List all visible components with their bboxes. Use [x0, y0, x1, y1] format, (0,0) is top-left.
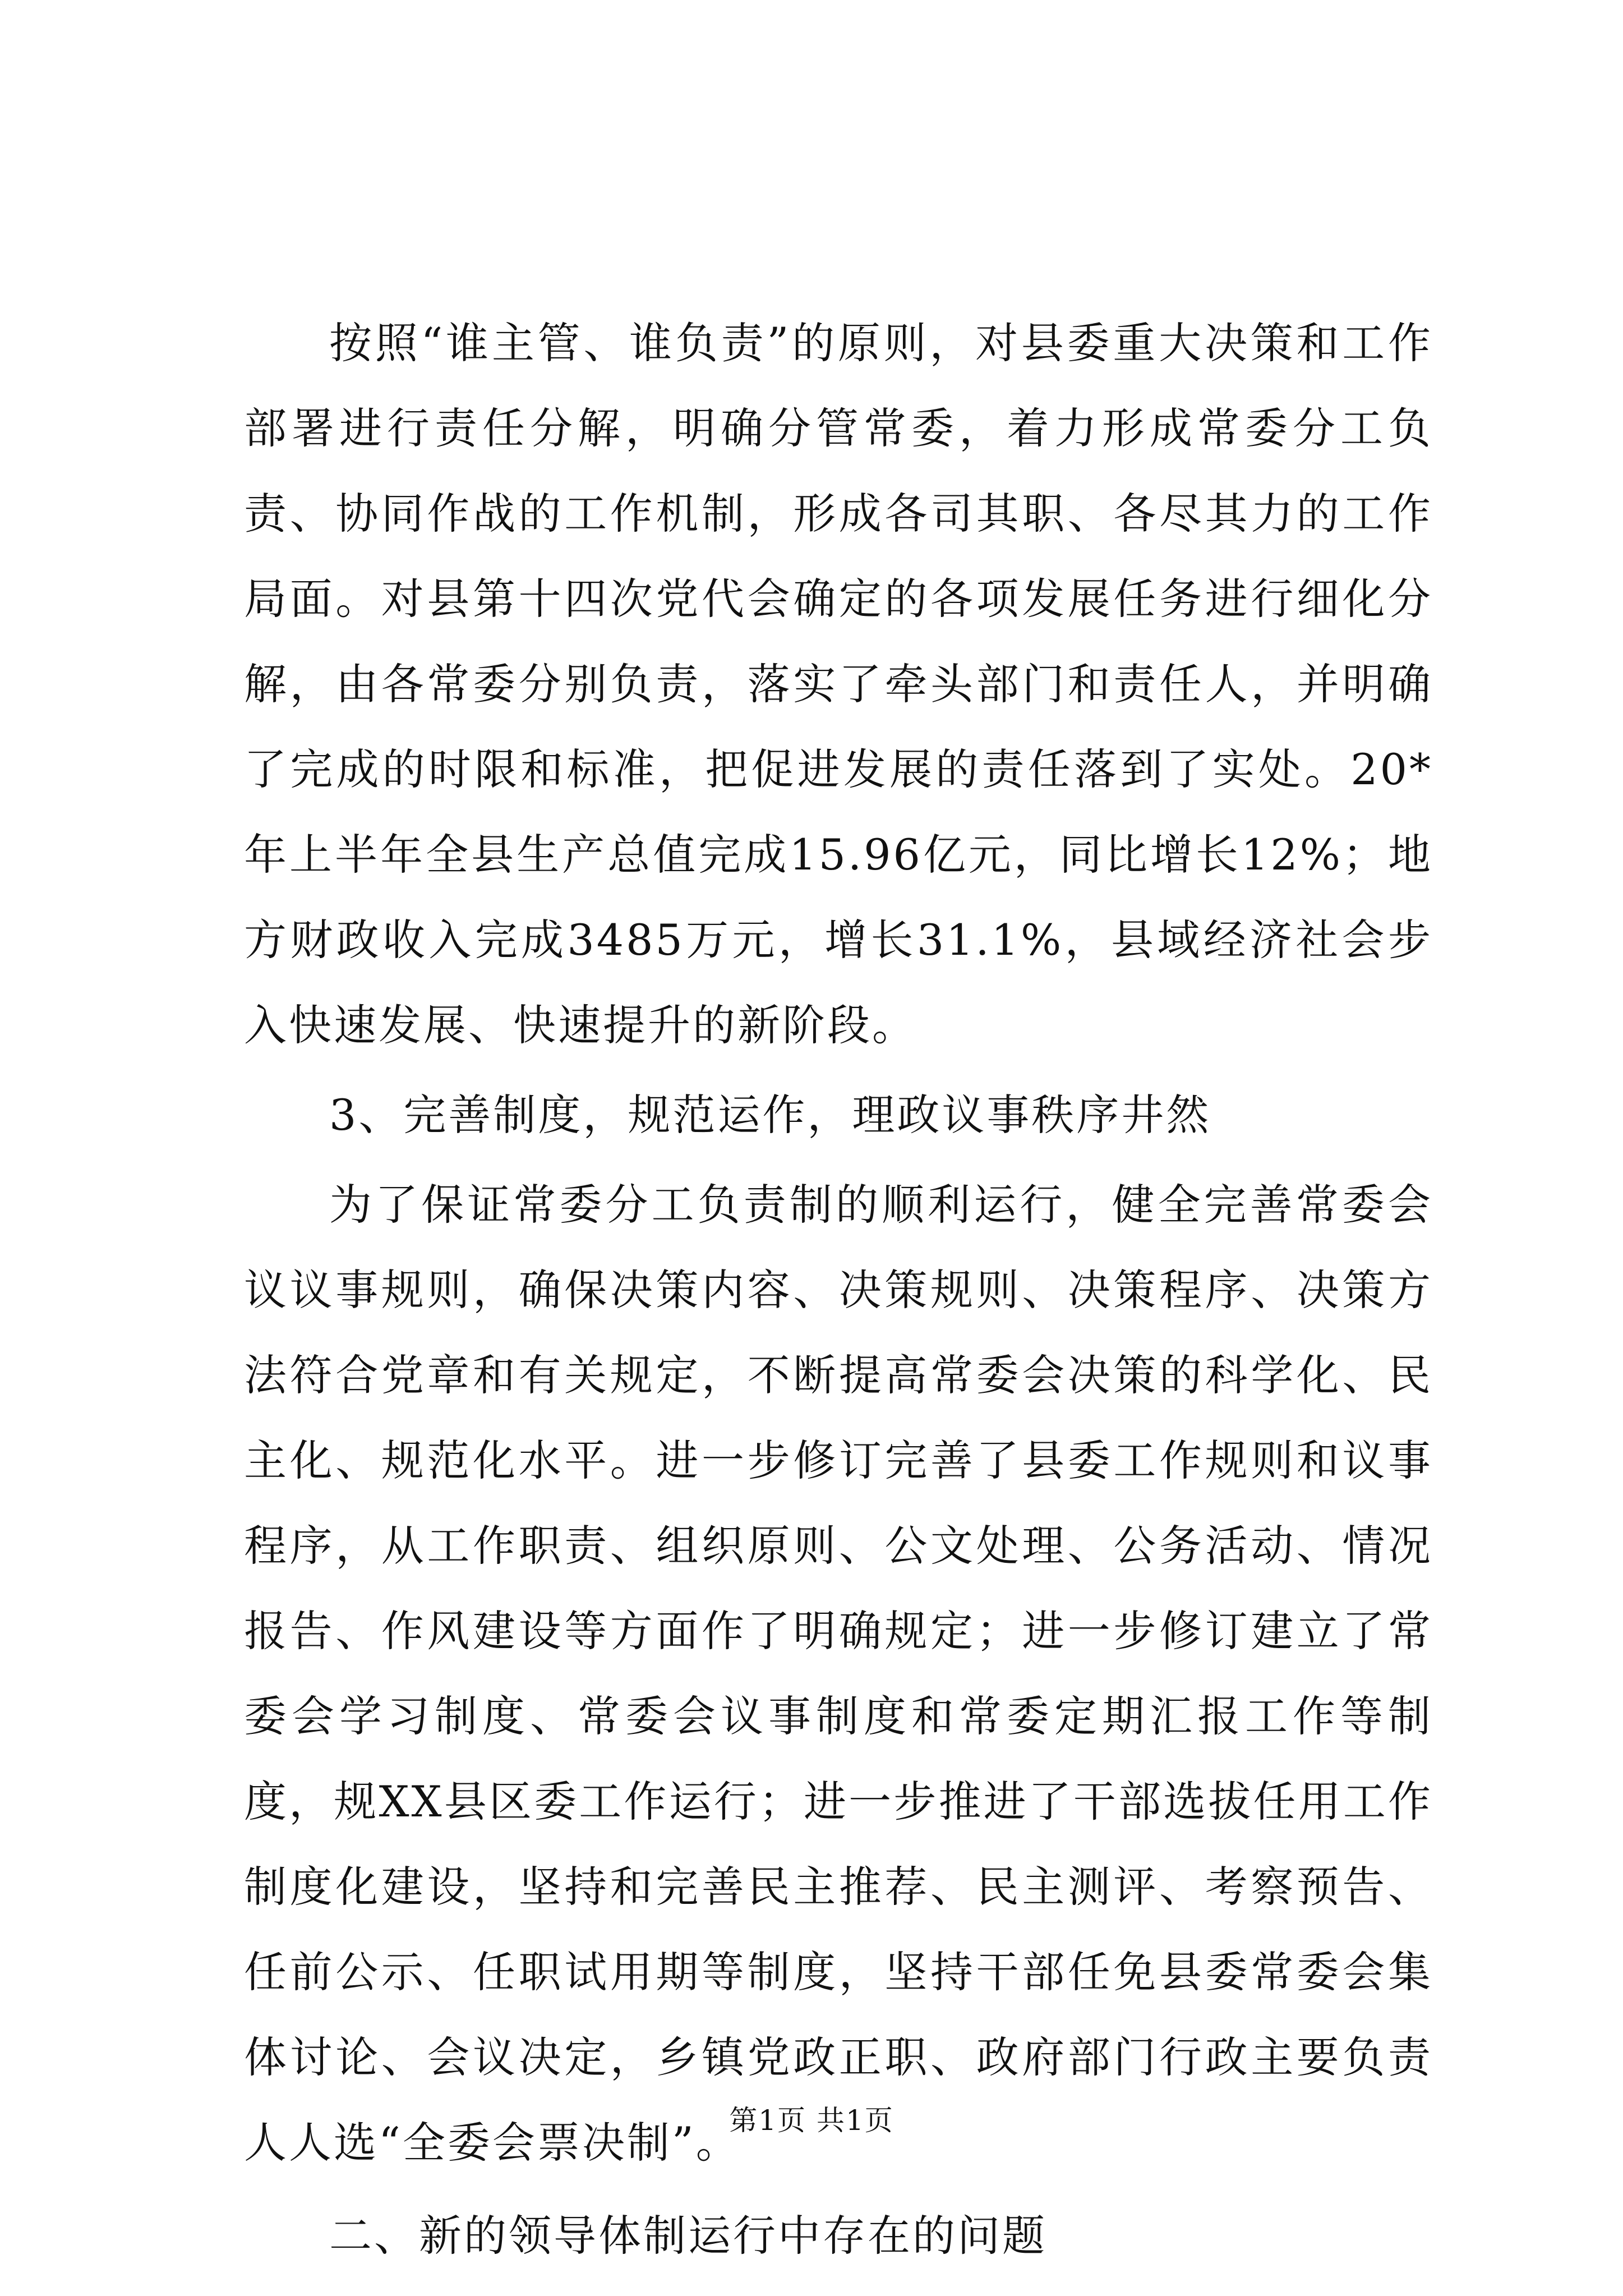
section-heading-2: 二、新的领导体制运行中存在的问题 [329, 2211, 1047, 2261]
page-number-footer: 第1页 共1页 [729, 2104, 894, 2137]
document-body [244, 301, 1433, 2279]
paragraph-rules: 为了保证常委分工负责制的顺利运行，健全完善常委会议议事规则，确保决策内容、决策规则、决策程序、决策方法符合党章和有关规定，不断提高常委会决策的科学化、民主化、规范化水平。进一步修订完善了县委工作规则和议事程序，从工作职责、组织原则、公文处理、公务活动、情况报告、作风建设等方面作了明确规定；进一步修订建立了常委会学习制度、常委会议事制度和常委定期汇报工作等制度，规XX县区委工作运行；进一步推进了干部选拔任用工作制度化建设，坚持和完善民主推荐、民主测评、考察预告、任前公示、任职试用期等制度，坚持干部任免县委常委会集体讨论、会议决定，乡镇党政正职、政府部门行政主要负责人人选“全委会票决制”。 [244, 1180, 1433, 2168]
section-heading-3: 3、完善制度，规范运作，理政议事秩序井然 [329, 1090, 1211, 1140]
paragraph-responsibility: 按照“谁主管、谁负责”的原则，对县委重大决策和工作部署进行责任分解，明确分管常委，着力形成常委分工负责、协同作战的工作机制，形成各司其职、各尽其力的工作局面。对县第十四次党代会确定的各项发展任务进行细化分解，由各常委分别负责，落实了牵头部门和责任人，并明确了完成的时限和标准，把促进发展的责任落到了实处。20*年上半年全县生产总值完成15.96亿元，同比增长12%；地方财政收入完成3485万元，增长31.1%，县域经济社会步入快速发展、快速提升的新阶段。 [244, 318, 1433, 1050]
